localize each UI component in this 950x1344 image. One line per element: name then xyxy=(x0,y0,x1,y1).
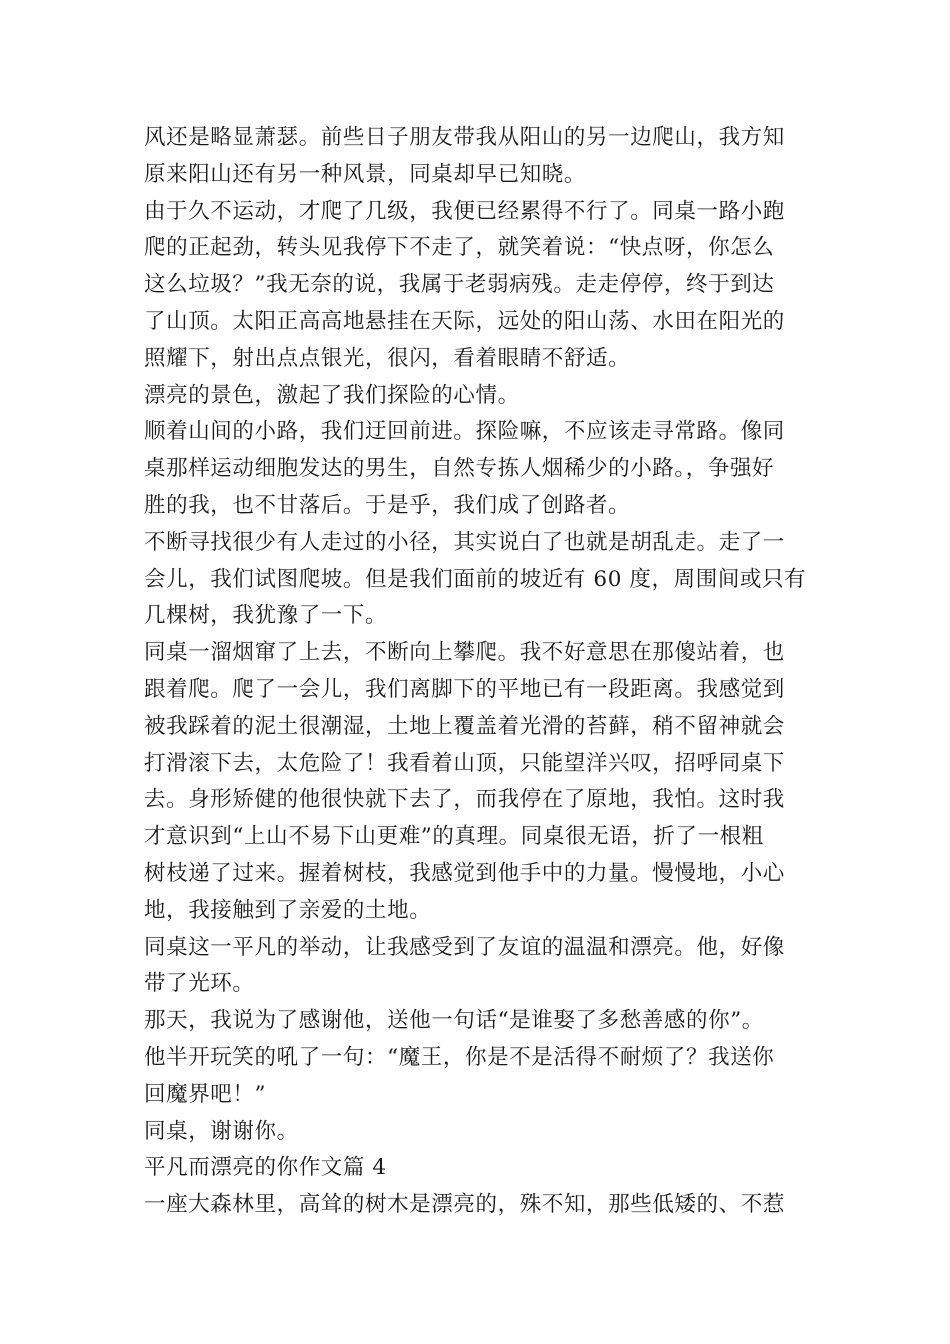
text-line: 被我踩着的泥土很潮湿，土地上覆盖着光滑的苔藓，稍不留神就会 xyxy=(144,713,785,739)
text-line: 桌那样运动细胞发达的男生，自然专拣人烟稀少的小路。，争强好 xyxy=(144,456,775,482)
text-line: 树枝递了过来。握着树枝，我感觉到他手中的力量。慢慢地，小心 xyxy=(144,860,785,886)
text-line: 了山顶。太阳正高高地悬挂在天际，远处的阳山荡、水田在阳光的 xyxy=(144,308,785,334)
text-line: 胜的我，也不甘落后。于是乎，我们成了创路者。 xyxy=(144,492,631,518)
text-line: 风还是略显萧瑟。前些日子朋友带我从阳山的另一边爬山，我方知 xyxy=(144,125,785,150)
text-line: 会儿，我们试图爬坡。但是我们面前的坡近有 60 度，周围间或只有 xyxy=(144,566,807,592)
text-line: 几棵树，我犹豫了一下。 xyxy=(144,603,388,629)
text-line: 地，我接触到了亲爱的土地。 xyxy=(144,897,432,923)
text-line: 漂亮的景色，激起了我们探险的心情。 xyxy=(144,382,520,408)
text-line: 打滑滚下去，太危险了！我看着山顶，只能望洋兴叹，招呼同桌下 xyxy=(144,750,785,776)
text-line: 那天，我说为了感谢他，送他一句话“是谁娶了多愁善感的你”。 xyxy=(144,1008,764,1034)
text-line: 跟着爬。爬了一会儿，我们离脚下的平地已有一段距离。我感觉到 xyxy=(144,676,785,702)
text-line: 同桌这一平凡的举动，让我感受到了友谊的温温和漂亮。他，好像 xyxy=(144,934,785,960)
text-line: 由于久不运动，才爬了几级，我便已经累得不行了。同桌一路小跑 xyxy=(144,198,785,224)
text-line: 同桌，谢谢你。 xyxy=(144,1118,299,1144)
text-line: 他半开玩笑的吼了一句：“魔王，你是不是活得不耐烦了？我送你 xyxy=(144,1044,775,1070)
section-heading: 平凡而漂亮的你作文篇 4 xyxy=(144,1155,387,1181)
text-line: 这么垃圾？”我无奈的说，我属于老弱病残。走走停停，终于到达 xyxy=(144,272,775,298)
text-line: 回魔界吧！” xyxy=(144,1081,267,1107)
text-line: 一座大森林里，高耸的树木是漂亮的，殊不知，那些低矮的、不惹 xyxy=(144,1192,785,1218)
text-line: 原来阳山还有另一种风景，同桌却早已知晓。 xyxy=(144,161,587,187)
text-line: 照耀下，射出点点银光，很闪，看着眼睛不舒适。 xyxy=(144,345,631,371)
text-line: 不断寻找很少有人走过的小径，其实说白了也就是胡乱走。走了一 xyxy=(144,529,785,555)
text-line: 同桌一溜烟窜了上去，不断向上攀爬。我不好意思在那傻站着，也 xyxy=(144,640,785,666)
text-line: 顺着山间的小路，我们迂回前进。探险嘛，不应该走寻常路。像同 xyxy=(144,419,785,445)
text-line: 爬的正起劲，转头见我停下不走了，就笑着说：“快点呀，你怎么 xyxy=(144,235,775,261)
document-body xyxy=(144,120,814,1224)
text-line: 去。身形矫健的他很快就下去了，而我停在了原地，我怕。这时我 xyxy=(144,787,785,813)
text-line: 才意识到“上山不易下山更难”的真理。同桌很无语，折了一根粗 xyxy=(144,824,764,850)
text-line: 带了光环。 xyxy=(144,971,255,997)
